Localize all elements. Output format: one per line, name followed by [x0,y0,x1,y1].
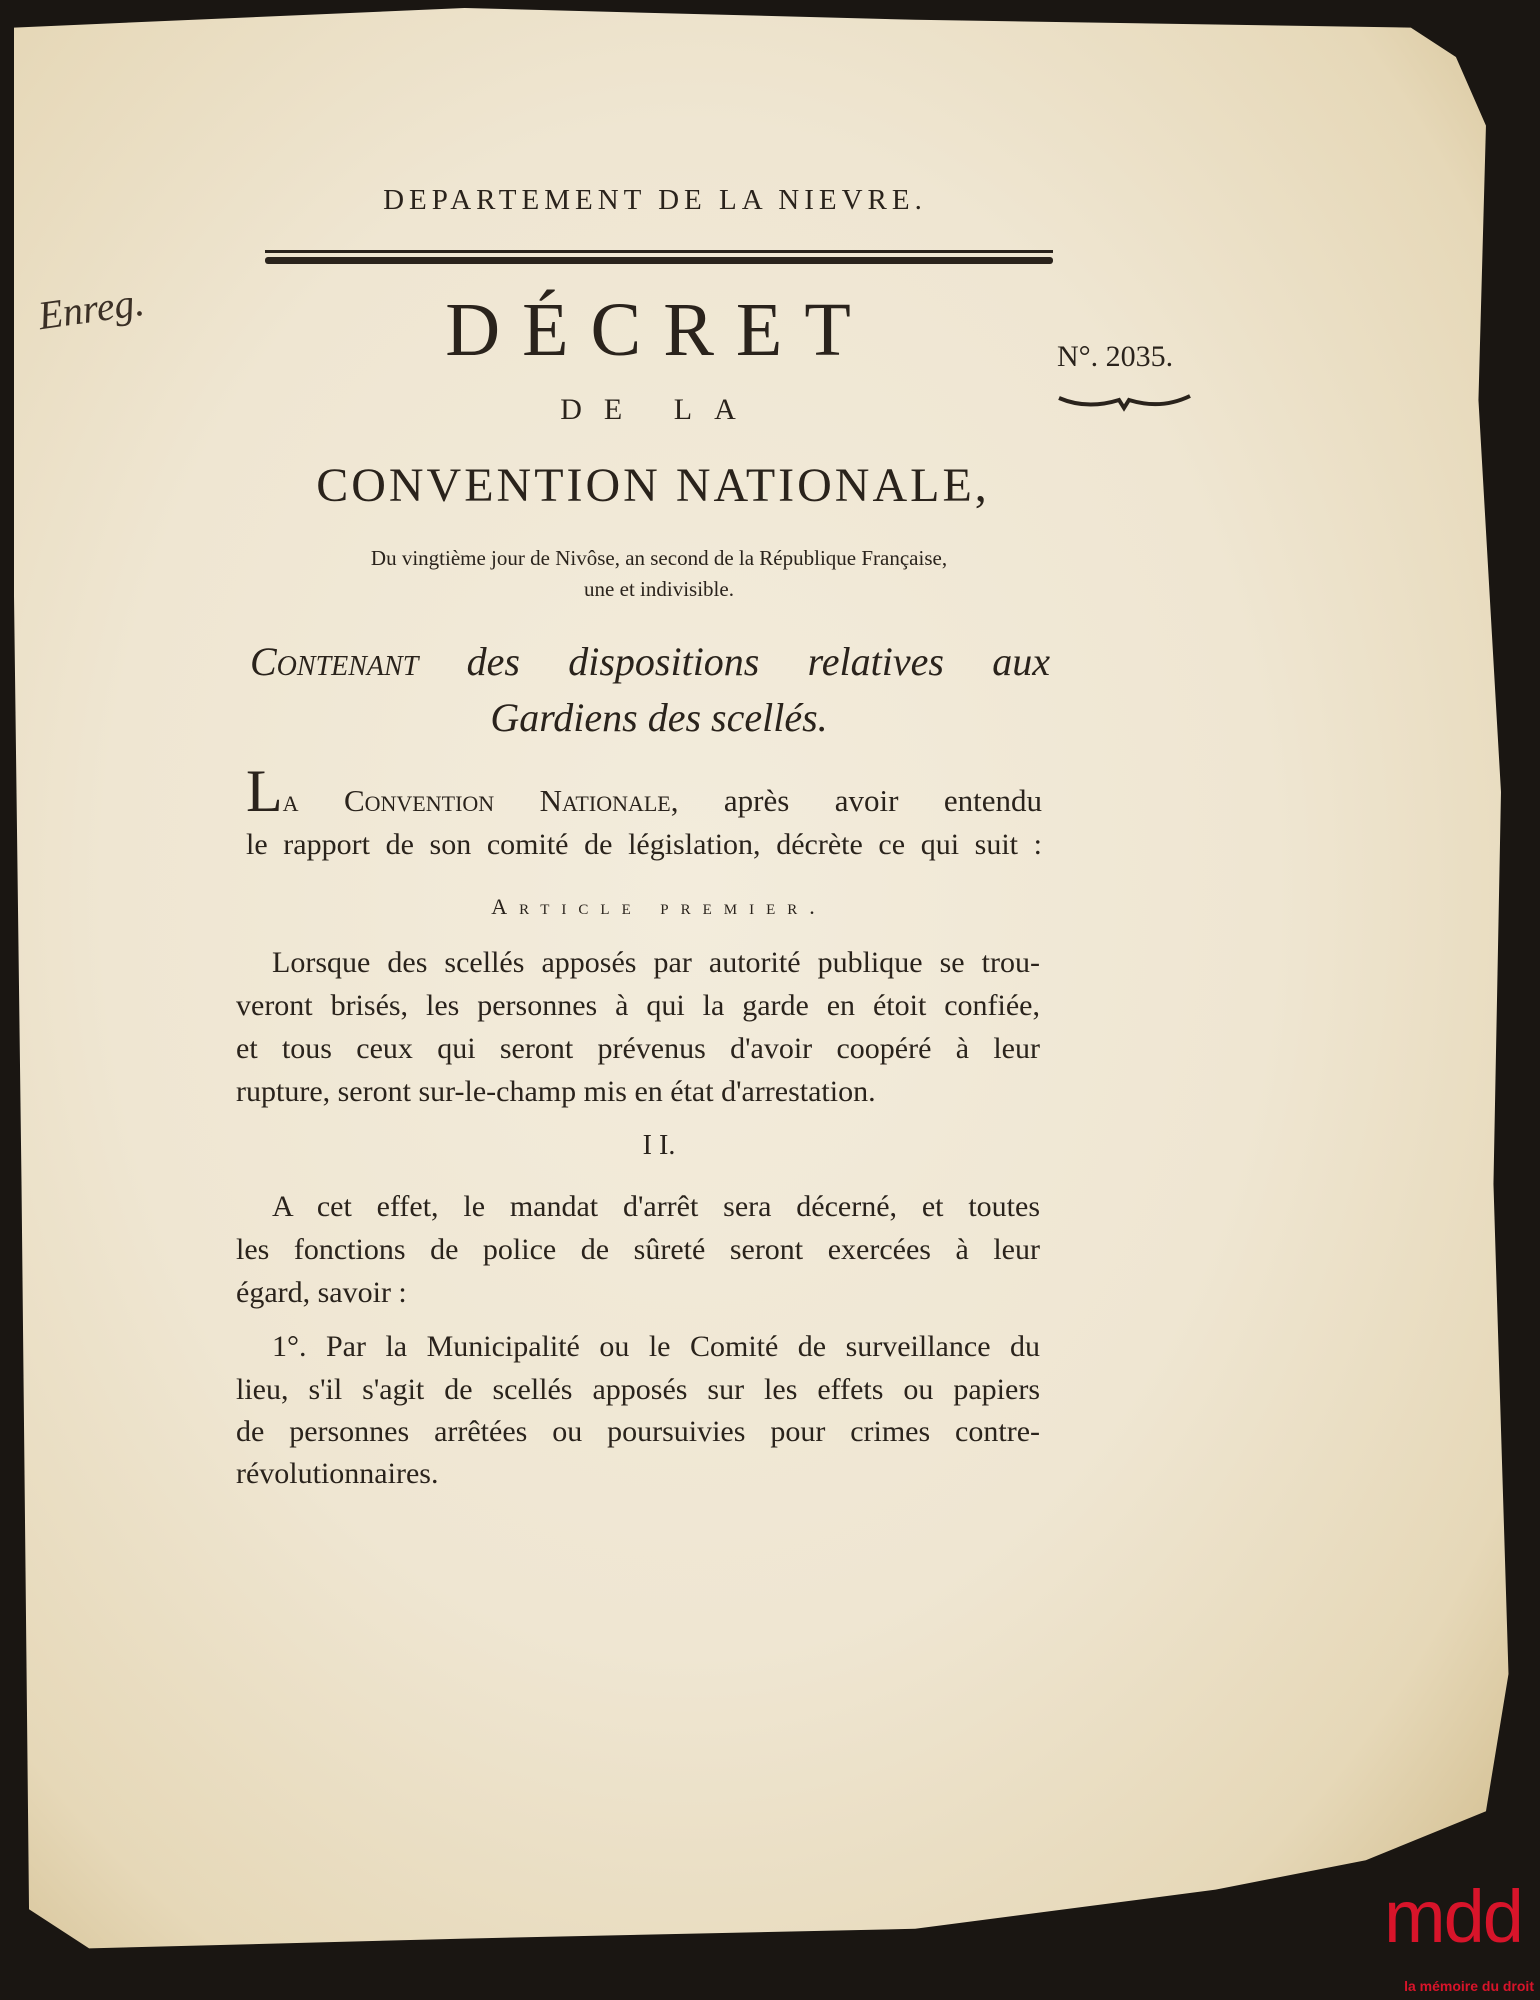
header-rule-thin [265,250,1053,253]
date-line-2: une et indivisible. [584,577,734,601]
decree-number: N°. 2035. [1057,340,1174,373]
handwritten-annotation: Enreg. [35,278,147,339]
article-1-line: Lorsque des scellés apposés par autorité publique se trou- [272,946,1040,979]
article-2-item-line: lieu, s'il s'agit de scellés apposés sur les effets ou papiers [236,1373,1040,1406]
title-decret: DÉCRET [445,288,873,372]
article-2-heading: I I. [642,1130,676,1161]
subject-rest: des dispositions relatives aux [418,639,1050,684]
header-rule-thick [265,257,1053,264]
article-1-heading: Article premier. [491,894,827,919]
article-2-line: les fonctions de police de sûreté seront exercées à leur [236,1233,1040,1266]
department-header: DEPARTEMENT DE LA NIEVRE. [383,184,927,216]
preamble-rest: , après avoir entendu [670,783,1042,818]
article-2-item-line: de personnes arrêtées ou poursuivies pour crimes contre- [236,1415,1040,1448]
subject-line-2: Gardiens des scellés. [490,695,828,740]
article-2-line: égard, savoir : [236,1276,407,1309]
article-2-line: A cet effet, le mandat d'arrêt sera décerné, et toutes [272,1190,1040,1223]
subject-lead: Contenant [250,639,419,684]
article-2-item-line: 1°. Par la Municipalité ou le Comité de surveillance du [272,1330,1040,1363]
article-1-line: veront brisés, les personnes à qui la garde en étoit confiée, [236,989,1040,1022]
article-1-line: et tous ceux qui seront prévenus d'avoir coopéré à leur [236,1032,1040,1065]
preamble-line-2: le rapport de son comité de législation, décrète ce qui suit : [246,828,1042,861]
title-de-la: DE LA [560,393,758,426]
mdd-tagline: la mémoire du droit [1404,1978,1534,1994]
flourish-icon [1057,390,1192,412]
article-1-line: rupture, seront sur-le-champ mis en état d'arrestation. [236,1075,876,1108]
date-line-1: Du vingtième jour de Nivôse, an second de la République Française, [370,546,948,570]
mdd-logo: mdd [1384,1875,1522,1958]
article-2-item-line: révolutionnaires. [236,1457,439,1490]
subject-line-1 [250,638,1050,685]
title-convention: CONVENTION NATIONALE, [316,459,990,512]
preamble-lead: a Convention Nationale [282,783,671,818]
drop-cap: L [246,758,283,824]
preamble-line-1 [246,758,1042,824]
